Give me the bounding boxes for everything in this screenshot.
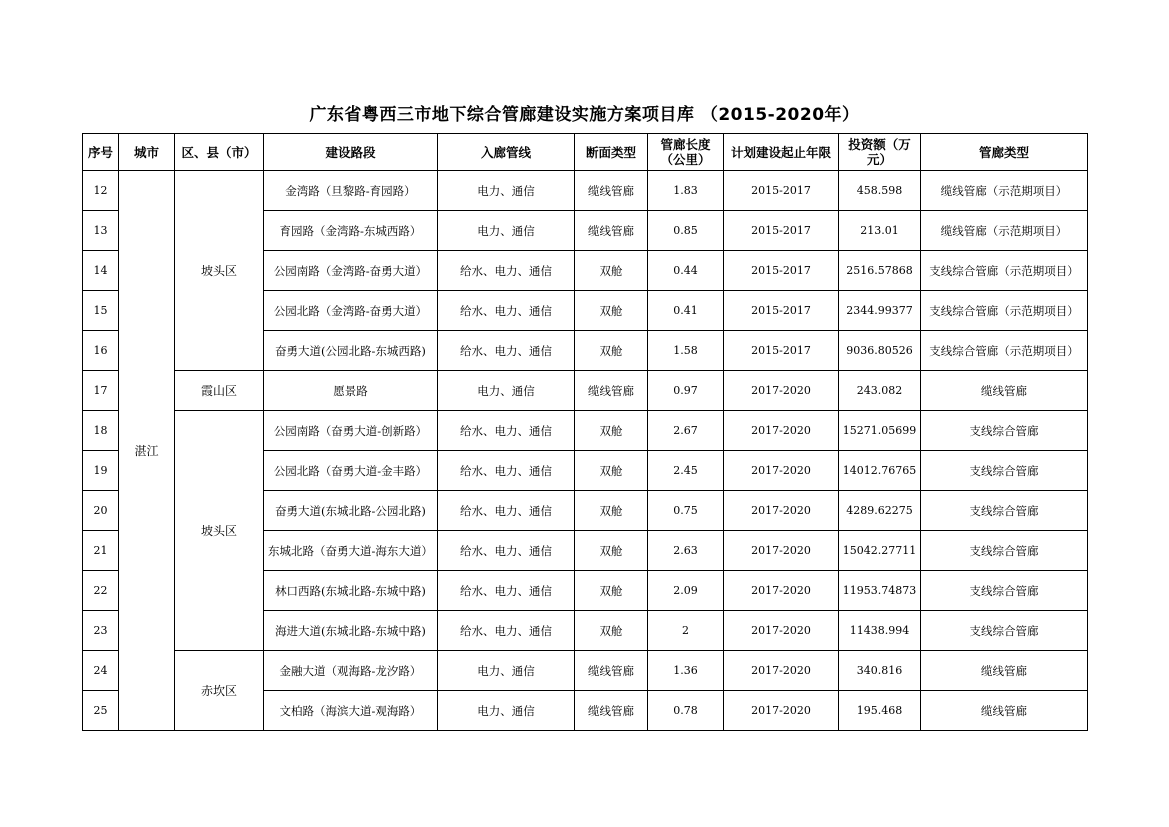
cell-district: 霞山区: [175, 371, 264, 411]
cell-type: 支线综合管廊（示范期项目）: [921, 251, 1088, 291]
cell-seq: 13: [83, 211, 119, 251]
cell-pipelines: 电力、通信: [438, 211, 575, 251]
cell-section: 双舱: [575, 411, 648, 451]
cell-length: 2.63: [648, 531, 724, 571]
cell-road: 海进大道(东城北路-东城中路): [264, 611, 438, 651]
cell-length: 1.83: [648, 171, 724, 211]
cell-pipelines: 给水、电力、通信: [438, 411, 575, 451]
cell-period: 2017-2020: [724, 691, 839, 731]
header-section: 断面类型: [575, 134, 648, 171]
header-district: 区、县（市）: [175, 134, 264, 171]
header-road: 建设路段: [264, 134, 438, 171]
cell-road: 公园南路（奋勇大道-创新路）: [264, 411, 438, 451]
cell-road: 东城北路（奋勇大道-海东大道）: [264, 531, 438, 571]
cell-period: 2017-2020: [724, 611, 839, 651]
cell-section: 缆线管廊: [575, 651, 648, 691]
cell-length: 0.44: [648, 251, 724, 291]
cell-investment: 243.082: [839, 371, 921, 411]
table-row: [83, 411, 1088, 451]
cell-road: 文柏路（海滨大道-观海路）: [264, 691, 438, 731]
cell-seq: 12: [83, 171, 119, 211]
header-seq: 序号: [83, 134, 119, 171]
cell-type: 支线综合管廊（示范期项目）: [921, 331, 1088, 371]
cell-road: 奋勇大道(东城北路-公园北路): [264, 491, 438, 531]
cell-length: 0.41: [648, 291, 724, 331]
cell-seq: 20: [83, 491, 119, 531]
cell-road: 公园北路（金湾路-奋勇大道）: [264, 291, 438, 331]
cell-pipelines: 给水、电力、通信: [438, 611, 575, 651]
cell-type: 支线综合管廊（示范期项目）: [921, 291, 1088, 331]
header-city: 城市: [119, 134, 175, 171]
cell-section: 双舱: [575, 571, 648, 611]
cell-period: 2015-2017: [724, 171, 839, 211]
table-row: [83, 651, 1088, 691]
cell-road: 金融大道（观海路-龙汐路）: [264, 651, 438, 691]
cell-type: 缆线管廊: [921, 651, 1088, 691]
header-period: 计划建设起止年限: [724, 134, 839, 171]
cell-type: 缆线管廊（示范期项目）: [921, 211, 1088, 251]
cell-period: 2017-2020: [724, 411, 839, 451]
cell-district: 坡头区: [175, 411, 264, 651]
cell-type: 缆线管廊: [921, 371, 1088, 411]
cell-section: 双舱: [575, 291, 648, 331]
cell-road: 奋勇大道(公园北路-东城西路): [264, 331, 438, 371]
cell-seq: 25: [83, 691, 119, 731]
cell-period: 2017-2020: [724, 571, 839, 611]
cell-pipelines: 电力、通信: [438, 651, 575, 691]
cell-seq: 17: [83, 371, 119, 411]
cell-seq: 18: [83, 411, 119, 451]
cell-investment: 15271.05699: [839, 411, 921, 451]
cell-section: 双舱: [575, 491, 648, 531]
cell-seq: 23: [83, 611, 119, 651]
cell-road: 愿景路: [264, 371, 438, 411]
cell-pipelines: 给水、电力、通信: [438, 291, 575, 331]
cell-type: 缆线管廊: [921, 691, 1088, 731]
cell-pipelines: 给水、电力、通信: [438, 451, 575, 491]
cell-length: 1.36: [648, 651, 724, 691]
cell-period: 2015-2017: [724, 211, 839, 251]
cell-seq: 22: [83, 571, 119, 611]
cell-road: 金湾路（旦黎路-育园路）: [264, 171, 438, 211]
cell-pipelines: 给水、电力、通信: [438, 491, 575, 531]
cell-pipelines: 给水、电力、通信: [438, 531, 575, 571]
cell-road: 育园路（金湾路-东城西路）: [264, 211, 438, 251]
table-row: [83, 171, 1088, 211]
cell-length: 2.67: [648, 411, 724, 451]
cell-city: 湛江: [119, 171, 175, 731]
cell-investment: 15042.27711: [839, 531, 921, 571]
cell-investment: 213.01: [839, 211, 921, 251]
cell-seq: 15: [83, 291, 119, 331]
cell-period: 2015-2017: [724, 251, 839, 291]
cell-road: 公园北路（奋勇大道-金丰路）: [264, 451, 438, 491]
cell-length: 2: [648, 611, 724, 651]
cell-seq: 14: [83, 251, 119, 291]
cell-type: 支线综合管廊: [921, 611, 1088, 651]
cell-section: 双舱: [575, 331, 648, 371]
cell-length: 0.75: [648, 491, 724, 531]
cell-pipelines: 电力、通信: [438, 371, 575, 411]
cell-road: 林口西路(东城北路-东城中路): [264, 571, 438, 611]
cell-pipelines: 电力、通信: [438, 691, 575, 731]
header-length: 管廊长度（公里）: [648, 134, 724, 171]
cell-investment: 14012.76765: [839, 451, 921, 491]
cell-period: 2017-2020: [724, 531, 839, 571]
cell-length: 0.78: [648, 691, 724, 731]
cell-type: 缆线管廊（示范期项目）: [921, 171, 1088, 211]
project-table: [82, 133, 1088, 731]
cell-period: 2015-2017: [724, 291, 839, 331]
cell-pipelines: 给水、电力、通信: [438, 251, 575, 291]
table-row: [83, 371, 1088, 411]
cell-section: 缆线管廊: [575, 171, 648, 211]
cell-pipelines: 给水、电力、通信: [438, 571, 575, 611]
cell-investment: 4289.62275: [839, 491, 921, 531]
cell-road: 公园南路（金湾路-奋勇大道）: [264, 251, 438, 291]
header-type: 管廊类型: [921, 134, 1088, 171]
cell-section: 双舱: [575, 531, 648, 571]
cell-investment: 2344.99377: [839, 291, 921, 331]
cell-period: 2017-2020: [724, 651, 839, 691]
cell-pipelines: 电力、通信: [438, 171, 575, 211]
cell-pipelines: 给水、电力、通信: [438, 331, 575, 371]
cell-length: 0.85: [648, 211, 724, 251]
cell-section: 缆线管廊: [575, 691, 648, 731]
cell-period: 2015-2017: [724, 331, 839, 371]
cell-period: 2017-2020: [724, 491, 839, 531]
header-investment: 投资额（万元）: [839, 134, 921, 171]
cell-length: 1.58: [648, 331, 724, 371]
cell-length: 2.45: [648, 451, 724, 491]
cell-type: 支线综合管廊: [921, 571, 1088, 611]
cell-investment: 340.816: [839, 651, 921, 691]
header-pipelines: 入廊管线: [438, 134, 575, 171]
cell-length: 2.09: [648, 571, 724, 611]
cell-district: 坡头区: [175, 171, 264, 371]
header-row: [83, 134, 1088, 171]
cell-investment: 195.468: [839, 691, 921, 731]
cell-period: 2017-2020: [724, 451, 839, 491]
cell-section: 双舱: [575, 251, 648, 291]
cell-investment: 11953.74873: [839, 571, 921, 611]
page-title: 广东省粤西三市地下综合管廊建设实施方案项目库 （2015-2020年）: [309, 105, 860, 125]
cell-length: 0.97: [648, 371, 724, 411]
cell-seq: 16: [83, 331, 119, 371]
cell-type: 支线综合管廊: [921, 491, 1088, 531]
cell-period: 2017-2020: [724, 371, 839, 411]
cell-investment: 11438.994: [839, 611, 921, 651]
cell-seq: 24: [83, 651, 119, 691]
cell-investment: 2516.57868: [839, 251, 921, 291]
cell-section: 缆线管廊: [575, 371, 648, 411]
cell-section: 缆线管廊: [575, 211, 648, 251]
cell-section: 双舱: [575, 611, 648, 651]
cell-type: 支线综合管廊: [921, 451, 1088, 491]
cell-type: 支线综合管廊: [921, 411, 1088, 451]
cell-district: 赤坎区: [175, 651, 264, 731]
cell-section: 双舱: [575, 451, 648, 491]
cell-investment: 458.598: [839, 171, 921, 211]
cell-type: 支线综合管廊: [921, 531, 1088, 571]
cell-seq: 21: [83, 531, 119, 571]
cell-seq: 19: [83, 451, 119, 491]
cell-investment: 9036.80526: [839, 331, 921, 371]
